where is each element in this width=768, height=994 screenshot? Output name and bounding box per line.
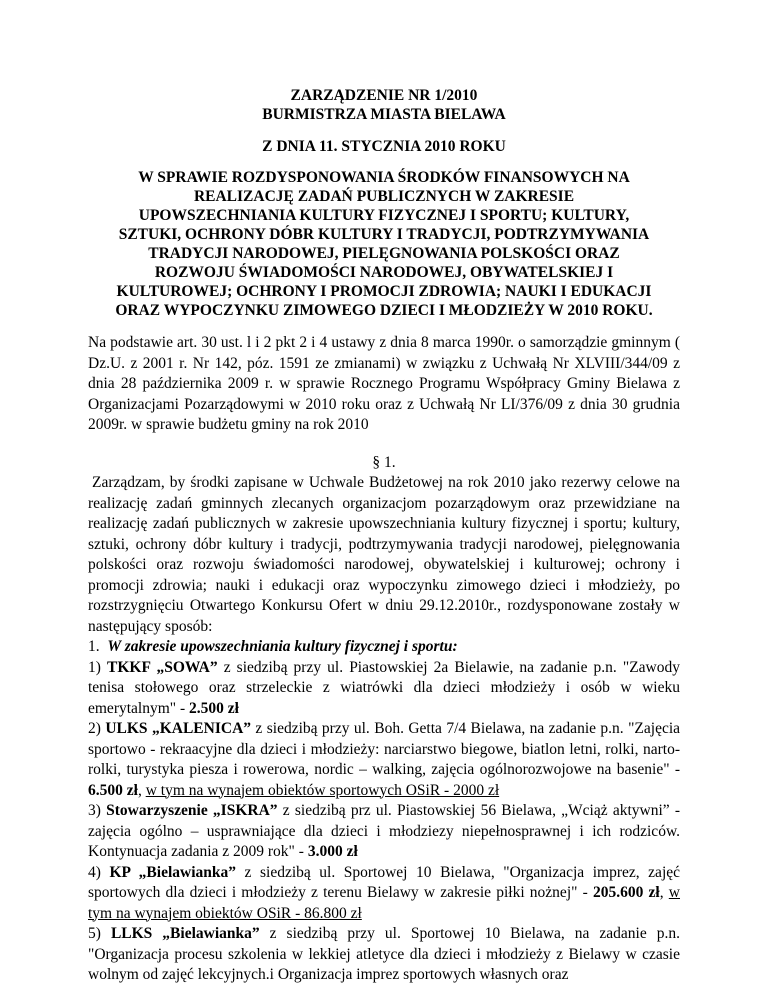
subject-line: ORAZ WYPOCZYNKU ZIMOWEGO DZIECI I MŁODZIEŻY W 2010 ROKU. bbox=[115, 302, 653, 319]
item-number: 4) bbox=[88, 863, 101, 881]
organization-name: KP „Bielawianka” bbox=[109, 863, 237, 881]
document-date: Z DNIA 11. STYCZNIA 2010 ROKU bbox=[262, 138, 506, 155]
item-description: z siedzibą ul. Sportowej 10 Bielawa, "Organizacja imprez, zajęć sportowych dla dzieci i młodzieży z terenu Bielawy w zakresie piłki nożnej" - bbox=[88, 863, 681, 901]
subject-line: SZTUKI, OCHRONY DÓBR KULTURY I TRADYCJI, PODTRZYMYWANIA bbox=[118, 226, 650, 243]
section-1-text: Zarządzam, by środki zapisane w Uchwale Budżetowej na rok 2010 jako rezerwy celowe na realizację zadań gminnych zlecanych organizacjom pozarządowym oraz przewidziane na realizację zadań publicznych w zakresie upowszechniania kultury fizycznej i sportu; kultury, sztuki, ochrony dóbr kultury i tradycji, podtrzymywania tradycji narodowej, pielęgnowania polskości oraz rozwoju świadomości narodowej, obywatelskiej i kulturowej; ochrony i promocji zdrowia; nauki i edukacji oraz wypoczynku zimowego dzieci i młodzieży, po rozstrzygnięciu Otwartego Konkursu Ofert w dniu 29.12.2010r., rozdysponowane zostały w następujący sposób: bbox=[88, 474, 680, 635]
item-number: 3) bbox=[88, 802, 101, 819]
item-number: 5) bbox=[88, 925, 101, 942]
organization-name: ULKS „KALENICA” bbox=[105, 720, 252, 737]
list-item: 2) ULKS „KALENICA” z siedzibą przy ul. Boh. Getta 7/4 Bielawa, na zadanie p.n. "Zajęcia sportowo - rekraacyjne dla dzieci i młodzieży: narciarstwo biegowe, biatlon letni, rolki, narto-rolki, turystyka piesza i rowerowa, nordic – walking, zajęcia ogólnorozwojowe na basenie" - 6.500 zł, w tym na wynajem obiektów sportowych OSiR - 2000 zł bbox=[88, 720, 681, 799]
subject-line: KULTUROWEJ; OCHRONY I PROMOCJI ZDROWIA; NAUKI I EDUKACJI bbox=[116, 283, 652, 300]
list-item bbox=[88, 801, 680, 863]
item-description: z siedzibą przy ul. Boh. Getta 7/4 Bielawa, na zadanie p.n. "Zajęcia sportowo - rekraacyjne dla dzieci i młodzieży: narciarstwo biegowe, biatlon letni, rolki, narto-rolki, turystyka piesza i rowerowa, nordic – walking, zajęcia ogólnorozwojowe na basenie" - bbox=[88, 720, 681, 778]
organization-name: Stowarzyszenie „ISKRA” bbox=[106, 802, 278, 819]
document-title bbox=[88, 86, 680, 124]
organization-name: TKKF „SOWA” bbox=[107, 658, 218, 676]
section-mark: § 1. bbox=[372, 453, 396, 471]
item-description: z siedzibą przy ul. Piastowskiej 2a Bielawie, na zadanie p.n. "Zawody tenisa stołowego oraz strzeleckie z wiatrówki dla dzieci młodzieży i osób w wieku emerytalnym" - bbox=[88, 658, 681, 717]
rental-note: w tym na wynajem obiektów sportowych OSiR - 2000 zł bbox=[145, 781, 500, 799]
item-number: 1) bbox=[88, 658, 101, 676]
document-page bbox=[88, 86, 680, 986]
item-description: z siedzibą prz ul. Piastowskiej 56 Bielawa, „Wciąż aktywni” - zajęcia ogólno – usprawniające dla dzieci i młodziezy niepełnosprawnej i ich rodziców. Kontynuacja zadania z 2009 rok" - bbox=[88, 802, 681, 860]
item-amount: 6.500 zł bbox=[88, 781, 138, 799]
subject-line: ROZWOJU ŚWIADOMOŚCI NARODOWEJ, OBYWATELSKIEJ I bbox=[154, 264, 614, 281]
subsection-number: 1. bbox=[88, 638, 100, 655]
list-item bbox=[88, 658, 680, 720]
rental-note: w tym na wynajem obiektów OSiR - 86.800 zł bbox=[88, 884, 680, 922]
subject-line: W SPRAWIE ROZDYSPONOWANIA ŚRODKÓW FINANSOWYCH NA bbox=[138, 169, 630, 186]
organization-name: LLKS „Bielawianka” bbox=[110, 925, 260, 942]
list-item bbox=[88, 924, 680, 986]
item-amount: 3.000 zł bbox=[307, 843, 358, 860]
subject-line: UPOWSZECHNIANIA KULTURY FIZYCZNEJ I SPORTU; KULTURY, bbox=[138, 207, 630, 224]
title-line-1: ZARZĄDZENIE NR 1/2010 bbox=[290, 87, 478, 104]
item-amount: 205.600 zł bbox=[592, 884, 660, 901]
item-description: z siedzibą przy ul. Sportowej 10 Bielawa, na zadanie p.n. "Organizacja procesu szkolenia w lekkiej atletyce dla dzieci i młodzieży z Bielawy w czasie wolnym od zajęć lekcyjnych.i Organizacja imprez sportowych własnych oraz bbox=[88, 925, 681, 983]
legal-basis-paragraph: Na podstawie art. 30 ust. l i 2 pkt 2 i 4 ustawy z dnia 8 marca 1990r. o samorządzie gminnym ( Dz.U. z 2001 r. Nr 142, póz. 1591 ze zmianami) w związku z Uchwałą Nr XLVIII/344/09 z dnia 28 października 2009 r. w sprawie Rocznego Programu Współpracy Gminy Bielawa z Organizacjami Pozarządowymi w 2010 roku oraz z Uchwałą Nr LI/376/09 z dnia 30 grudnia 2009r. w sprawie budżetu gminy na rok 2010 bbox=[88, 334, 680, 433]
subject-line: TRADYCJI NARODOWEJ, PIELĘGNOWANIA POLSKOŚCI ORAZ bbox=[148, 245, 620, 262]
subsection-title: W zakresie upowszechniania kultury fizycznej i sportu: bbox=[107, 638, 458, 655]
document-subject bbox=[88, 168, 680, 320]
item-amount: 2.500 zł bbox=[189, 699, 239, 717]
subsection-heading bbox=[88, 637, 680, 658]
item-number: 2) bbox=[88, 720, 101, 737]
title-line-2: BURMISTRZA MIASTA BIELAWA bbox=[262, 106, 506, 123]
subject-line: REALIZACJĘ ZADAŃ PUBLICZNYCH W ZAKRESIE bbox=[193, 188, 575, 205]
list-item: 4) KP „Bielawianka” z siedzibą ul. Sportowej 10 Bielawa, "Organizacja imprez, zajęć sportowych dla dzieci i młodzieży z terenu Bielawy w zakresie piłki nożnej" - 205.600 zł, w tym na wynajem obiektów OSiR - 86.800 zł bbox=[88, 863, 681, 922]
